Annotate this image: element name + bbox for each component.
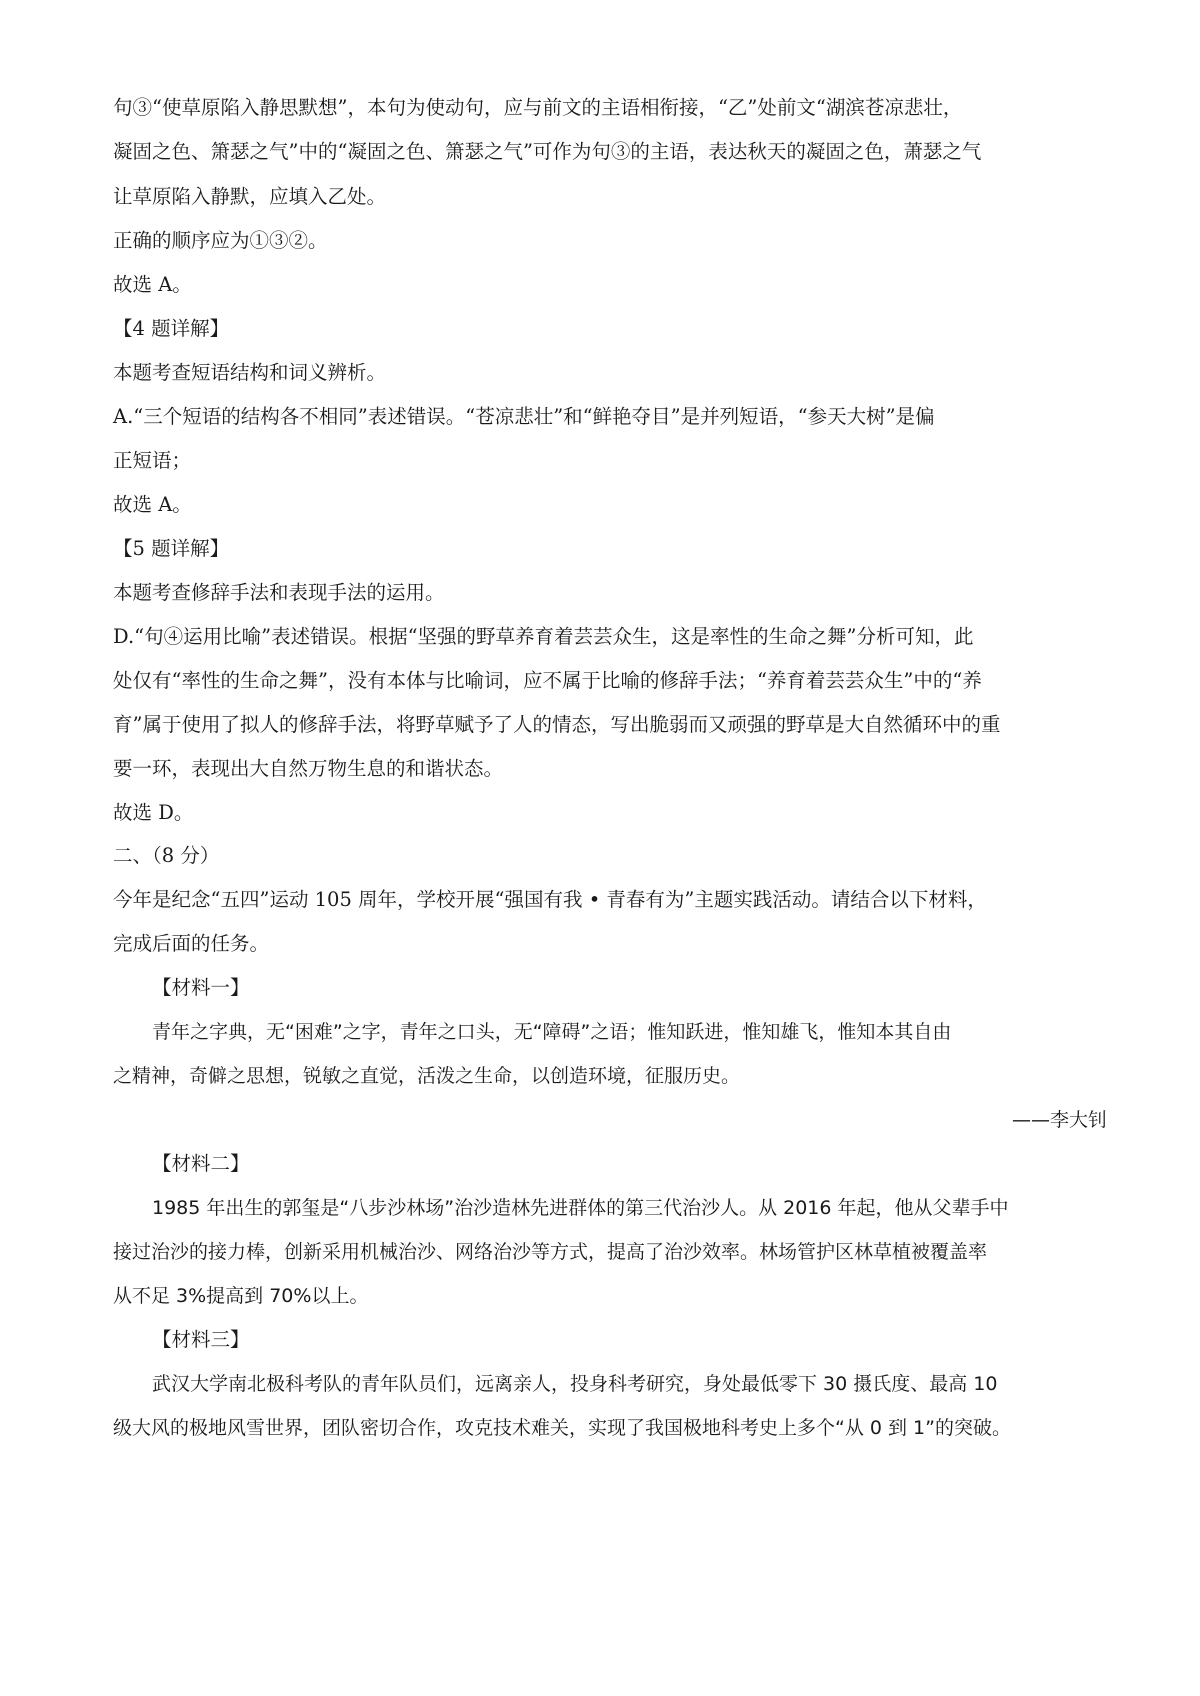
task-intro-line: 今年是纪念“五四”运动 105 周年，学校开展“强国有我 • 青春有为”主题实践活动。请结合以下材料， <box>113 888 987 911</box>
material-two-line: 1985 年出生的郭玺是“八步沙林场”治沙造林先进群体的第三代治沙人。从 2016 年起，他从父辈手中 <box>152 1197 1009 1219</box>
material-one-line: 之精神，奇僻之思想，锐敏之直觉，活泼之生命，以创造环境，征服历史。 <box>113 1065 741 1087</box>
answer-choice: 故选 A。 <box>113 273 192 296</box>
material-two-heading: 【材料二】 <box>152 1152 250 1175</box>
answer-line: 句③“使草原陷入静思默想”，本句为使动句，应与前文的主语相衔接，“乙”处前文“湖滨苍凉悲壮， <box>113 96 963 119</box>
answer-line: A.“三个短语的结构各不相同”表述错误。“苍凉悲壮”和“鲜艳夺目”是并列短语，“参天大树”是偏 <box>113 405 935 428</box>
answer-line: 要一环，表现出大自然万物生息的和谐状态。 <box>113 757 504 780</box>
task-intro-line: 完成后面的任务。 <box>113 932 270 955</box>
part-heading: 二、（8 分） <box>113 844 220 867</box>
material-three-line: 武汉大学南北极科考队的青年队员们，远离亲人，投身科考研究，身处最低零下 30 摄氏度、最高 10 <box>152 1373 998 1395</box>
section-heading-q4: 【4 题详解】 <box>113 317 230 340</box>
material-one-attribution: ——李大钊 <box>1011 1109 1107 1131</box>
answer-line: 正确的顺序应为①③②。 <box>113 229 328 252</box>
answer-line: D.“句④运用比喻”表述错误。根据“坚强的野草养育着芸芸众生，这是率性的生命之舞”分析可知，此 <box>113 625 974 648</box>
material-two-line: 接过治沙的接力棒，创新采用机械治沙、网络治沙等方式，提高了治沙效率。林场管护区林草植被覆盖率 <box>113 1241 988 1263</box>
answer-line: 让草原陷入静默，应填入乙处。 <box>113 185 387 208</box>
answer-choice: 故选 D。 <box>113 801 194 824</box>
material-one-heading: 【材料一】 <box>152 976 250 999</box>
answer-line: 凝固之色、箫瑟之气”中的“凝固之色、箫瑟之气”可作为句③的主语，表达秋天的凝固之色，萧瑟之气 <box>113 140 982 163</box>
material-three-heading: 【材料三】 <box>152 1328 250 1351</box>
answer-line: 正短语； <box>113 449 192 472</box>
answer-line: 本题考查修辞手法和表现手法的运用。 <box>113 581 445 604</box>
answer-line: 育”属于使用了拟人的修辞手法，将野草赋予了人的情态，写出脆弱而又顽强的野草是大自然循环中的重 <box>113 713 1001 736</box>
answer-line: 本题考查短语结构和词义辨析。 <box>113 361 387 384</box>
material-two-line: 从不足 3%提高到 70%以上。 <box>113 1285 369 1307</box>
answer-choice: 故选 A。 <box>113 493 192 516</box>
material-one-line: 青年之字典，无“困难”之字，青年之口头，无“障碍”之语；惟知跃进，惟知雄飞，惟知本其自由 <box>152 1021 952 1043</box>
section-heading-q5: 【5 题详解】 <box>113 537 230 560</box>
answer-line: 处仅有“率性的生命之舞”，没有本体与比喻词，应不属于比喻的修辞手法；“养育着芸芸众生”中的“养 <box>113 669 982 692</box>
material-three-line: 级大风的极地风雪世界，团队密切合作，攻克技术难关，实现了我国极地科考史上多个“从 0 到 1”的突破。 <box>113 1417 1011 1439</box>
